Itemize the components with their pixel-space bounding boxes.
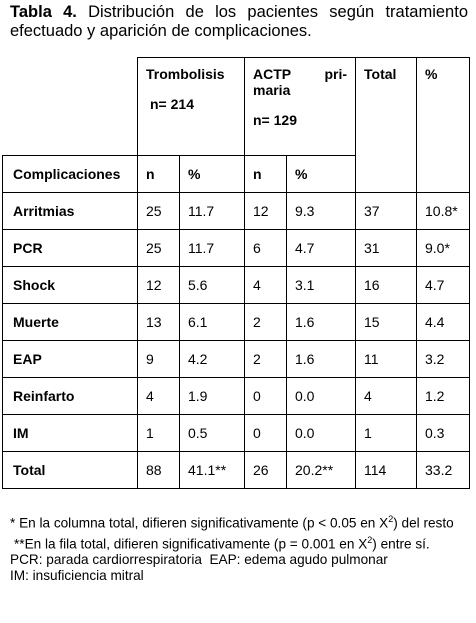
cell-p2: 0.0 — [287, 378, 356, 415]
header-blank-cell — [3, 58, 138, 156]
complications-table — [2, 57, 470, 489]
header-row-groups — [3, 58, 470, 156]
cell-n1: 25 — [138, 193, 180, 230]
cell-p2: 9.3 — [287, 193, 356, 230]
table-row — [3, 230, 470, 267]
cell-total: 1 — [356, 415, 417, 452]
header-trombolisis — [138, 58, 245, 156]
cell-pct: 9.0* — [417, 230, 470, 267]
cell-label: IM — [3, 415, 138, 452]
header-complicaciones: Complicaciones — [3, 156, 138, 193]
header-trombolisis-n: n= 214 — [150, 96, 194, 112]
cell-p1: 11.7 — [180, 193, 245, 230]
table-row — [3, 341, 470, 378]
cell-n2: 2 — [245, 341, 287, 378]
footnote-1 — [10, 511, 458, 532]
cell-p1: 4.2 — [180, 341, 245, 378]
header-n1: n — [138, 156, 180, 193]
cell-label: Reinfarto — [3, 378, 138, 415]
cell-pct: 1.2 — [417, 378, 470, 415]
cell-label: Shock — [3, 267, 138, 304]
cell-n1: 4 — [138, 378, 180, 415]
footnote-1-tail: ) del resto — [393, 515, 454, 531]
cell-total: 114 — [356, 452, 417, 489]
cell-total: 11 — [356, 341, 417, 378]
header-actp-n: n= 129 — [253, 112, 297, 128]
cell-pct: 10.8* — [417, 193, 470, 230]
header-total: Total — [356, 58, 417, 193]
cell-total: 15 — [356, 304, 417, 341]
cell-p1: 1.9 — [180, 378, 245, 415]
cell-n1: 12 — [138, 267, 180, 304]
header-actp-label-a: ACTP — [253, 66, 292, 82]
cell-n1: 9 — [138, 341, 180, 378]
header-pct: % — [417, 58, 470, 193]
cell-p2: 1.6 — [287, 304, 356, 341]
cell-pct: 3.2 — [417, 341, 470, 378]
cell-p2: 20.2** — [287, 452, 356, 489]
cell-n1: 88 — [138, 452, 180, 489]
abbreviations-1: PCR: parada cardiorrespiratoria EAP: edema agudo pulmonar — [10, 552, 388, 568]
cell-pct: 4.4 — [417, 304, 470, 341]
footnote-1-text: * En la columna total, difieren significativamente (p < 0.05 en X — [10, 515, 389, 531]
footnote-2-sup: 2 — [367, 534, 373, 545]
cell-p1: 41.1** — [180, 452, 245, 489]
table-row — [3, 267, 470, 304]
cell-n1: 13 — [138, 304, 180, 341]
header-trombolisis-label: Trombolisis — [146, 66, 225, 82]
header-p1: % — [180, 156, 245, 193]
cell-n2: 26 — [245, 452, 287, 489]
cell-p2: 3.1 — [287, 267, 356, 304]
footnote-2-tail: ) entre sí. — [372, 536, 430, 552]
cell-n2: 6 — [245, 230, 287, 267]
cell-p1: 11.7 — [180, 230, 245, 267]
cell-total: 16 — [356, 267, 417, 304]
cell-p2: 1.6 — [287, 341, 356, 378]
cell-n1: 25 — [138, 230, 180, 267]
table-body — [3, 193, 470, 489]
cell-total: 31 — [356, 230, 417, 267]
cell-n2: 0 — [245, 415, 287, 452]
footnotes — [10, 511, 458, 584]
cell-label: PCR — [3, 230, 138, 267]
table-caption — [10, 3, 468, 41]
cell-n2: 12 — [245, 193, 287, 230]
cell-n1: 1 — [138, 415, 180, 452]
cell-label: Total — [3, 452, 138, 489]
cell-n2: 0 — [245, 378, 287, 415]
cell-p1: 5.6 — [180, 267, 245, 304]
cell-pct: 0.3 — [417, 415, 470, 452]
caption-label: Tabla 4. — [10, 3, 77, 21]
cell-label: EAP — [3, 341, 138, 378]
footnote-2 — [10, 532, 458, 553]
cell-total: 37 — [356, 193, 417, 230]
cell-label: Arritmias — [3, 193, 138, 230]
abbreviations-2: IM: insuficiencia mitral — [10, 568, 144, 584]
table-row — [3, 378, 470, 415]
table-row — [3, 193, 470, 230]
footnote-1-sup: 2 — [388, 514, 394, 524]
cell-label: Muerte — [3, 304, 138, 341]
cell-p1: 6.1 — [180, 304, 245, 341]
table-row — [3, 304, 470, 341]
cell-pct: 33.2 — [417, 452, 470, 489]
cell-p2: 4.7 — [287, 230, 356, 267]
table-row — [3, 415, 470, 452]
header-p2: % — [287, 156, 356, 193]
cell-n2: 2 — [245, 304, 287, 341]
cell-p2: 0.0 — [287, 415, 356, 452]
header-actp-label-c: maria — [253, 82, 291, 98]
footnote-2-text: **En la fila total, difieren significativamente (p = 0.001 en X — [14, 536, 368, 552]
caption-text: Distribución de los pacientes según tratamiento efectuado y aparición de complicaciones. — [10, 3, 468, 40]
cell-total: 4 — [356, 378, 417, 415]
cell-pct: 4.7 — [417, 267, 470, 304]
header-n2: n — [245, 156, 287, 193]
cell-n2: 4 — [245, 267, 287, 304]
header-actp — [245, 58, 356, 156]
header-actp-label-b: pri- — [324, 66, 347, 82]
cell-p1: 0.5 — [180, 415, 245, 452]
table-row — [3, 452, 470, 489]
